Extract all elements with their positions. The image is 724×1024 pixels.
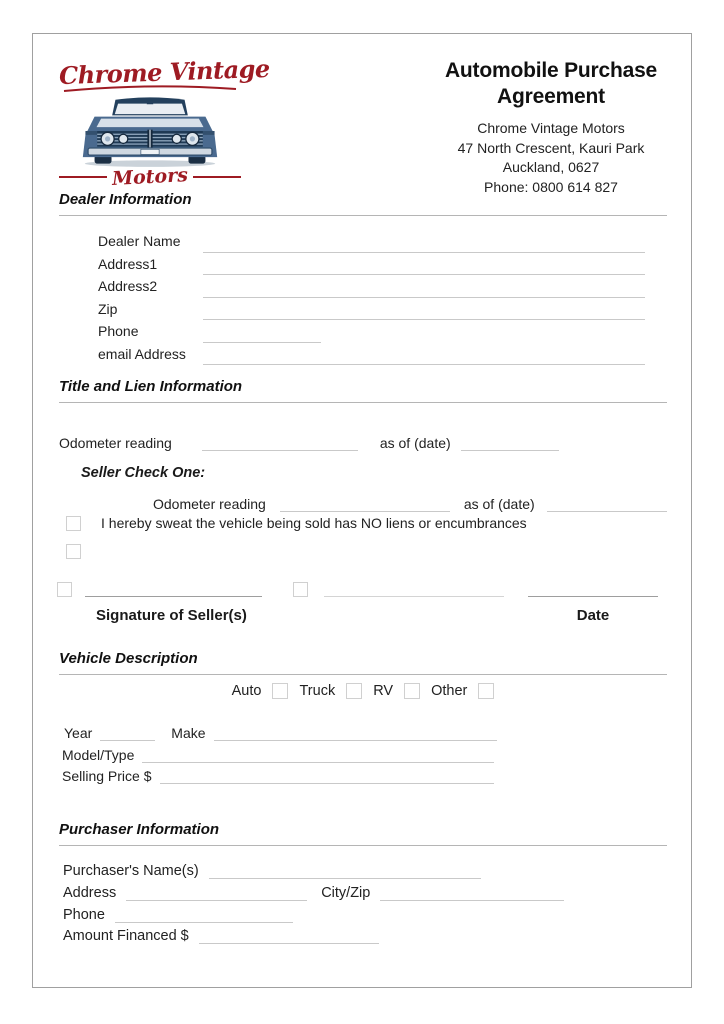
liens-alt-row xyxy=(66,544,81,564)
dealer-email-row xyxy=(98,343,645,366)
model-type-row xyxy=(62,747,494,763)
selling-price-row xyxy=(62,768,494,784)
dealer-email-label: email Address xyxy=(98,345,186,362)
make-input-line[interactable] xyxy=(214,725,497,741)
dealer-company-name: Chrome Vintage Motors xyxy=(477,120,625,136)
document-title-line2: Agreement xyxy=(497,85,605,108)
signature-of-sellers-label: Signature of Seller(s) xyxy=(96,607,247,624)
asof-date-label: as of (date) xyxy=(379,435,451,451)
vehicle-section-rule xyxy=(59,674,667,675)
section-title-lien xyxy=(59,378,667,403)
dealer-logo xyxy=(58,53,271,190)
odometer-row-2 xyxy=(153,496,667,512)
amount-financed-label: Amount Financed $ xyxy=(63,928,189,944)
vehicle-type-auto-checkbox[interactable] xyxy=(272,683,288,699)
purchaser-name-label: Purchaser's Name(s) xyxy=(63,863,199,879)
make-label: Make xyxy=(171,725,206,741)
dealer-zip-input-line[interactable] xyxy=(203,304,645,320)
logo-brand-text: Chrome Vintage xyxy=(58,53,271,91)
no-liens-checkbox[interactable] xyxy=(66,516,81,531)
title-lien-section-rule xyxy=(59,402,667,403)
dealer-address2-row xyxy=(98,275,645,298)
no-liens-statement: I hereby sweat the vehicle being sold has NO liens or encumbrances xyxy=(101,515,527,531)
liens-alt-checkbox[interactable] xyxy=(66,544,81,559)
date-label: Date xyxy=(576,607,610,624)
form-page xyxy=(32,33,692,988)
selling-price-input-line[interactable] xyxy=(160,768,495,784)
seller1-checkbox[interactable] xyxy=(57,582,72,597)
amount-financed-input-line[interactable] xyxy=(199,928,379,944)
model-type-input-line[interactable] xyxy=(142,747,494,763)
section-purchaser-information xyxy=(59,821,667,846)
year-label: Year xyxy=(64,725,93,741)
seller1-signature-line[interactable] xyxy=(85,581,262,597)
purchaser-address-label: Address xyxy=(63,885,117,901)
dealer-phone-input-line[interactable] xyxy=(203,327,321,343)
dealer-zip-row xyxy=(98,298,645,321)
dealer-fields xyxy=(98,230,645,365)
selling-price-label: Selling Price $ xyxy=(62,768,152,784)
purchaser-name-input-line[interactable] xyxy=(209,863,481,879)
seller2-checkbox[interactable] xyxy=(293,582,308,597)
dealer-address2-input-line[interactable] xyxy=(203,282,645,298)
seller2-signature-line[interactable] xyxy=(324,581,504,597)
odometer-input-line[interactable] xyxy=(202,435,358,451)
logo-motors-text: Motors xyxy=(111,164,189,190)
vehicle-type-truck-label: Truck xyxy=(299,683,336,699)
odometer-input-line-2[interactable] xyxy=(280,496,450,512)
purchaser-name-row xyxy=(63,863,481,879)
logo-left-line xyxy=(59,176,107,178)
dealer-address1-row xyxy=(98,253,645,276)
dealer-phone-row xyxy=(98,320,645,343)
vehicle-type-other-label: Other xyxy=(431,683,468,699)
dealer-zip-label: Zip xyxy=(98,300,118,317)
seller-check-one-label: Seller Check One: xyxy=(81,465,206,481)
dealer-name-row xyxy=(98,230,645,253)
vehicle-type-auto-label: Auto xyxy=(231,683,262,699)
purchaser-section-rule xyxy=(59,845,667,846)
dealer-street-address: 47 North Crescent, Kauri Park xyxy=(457,139,645,156)
dealer-section-title: Dealer Information xyxy=(59,191,192,208)
vehicle-type-other-checkbox[interactable] xyxy=(478,683,494,699)
dealer-phone-label: Phone xyxy=(98,323,139,340)
logo-motors-row xyxy=(59,166,241,188)
asof-date-input-line[interactable] xyxy=(461,435,559,451)
dealer-section-rule xyxy=(59,215,667,216)
document-title-line1: Automobile Purchase xyxy=(444,59,658,82)
dealer-address1-label: Address1 xyxy=(98,255,158,272)
purchaser-phone-row xyxy=(63,907,293,923)
asof-date-input-line-2[interactable] xyxy=(547,496,667,512)
signature-date-line[interactable] xyxy=(528,581,658,597)
vehicle-type-rv-label: RV xyxy=(373,683,394,699)
purchaser-cityzip-input-line[interactable] xyxy=(380,885,564,901)
vintage-car-icon xyxy=(75,94,225,170)
vehicle-section-title: Vehicle Description xyxy=(59,650,198,667)
logo-right-line xyxy=(193,176,241,178)
dealer-email-input-line[interactable] xyxy=(203,349,645,365)
purchaser-phone-label: Phone xyxy=(63,907,105,923)
no-liens-row xyxy=(66,515,527,531)
section-dealer-information xyxy=(59,191,667,216)
vehicle-type-row xyxy=(59,683,667,699)
purchaser-section-title: Purchaser Information xyxy=(59,821,220,838)
odometer-label: Odometer reading xyxy=(59,435,172,451)
title-lien-section-title: Title and Lien Information xyxy=(59,378,243,395)
dealer-name-label: Dealer Name xyxy=(98,233,181,250)
asof-date-label-2: as of (date) xyxy=(463,496,535,512)
purchaser-phone-input-line[interactable] xyxy=(115,907,293,923)
odometer-label-2: Odometer reading xyxy=(153,496,266,512)
year-input-line[interactable] xyxy=(100,725,155,741)
dealer-address1-input-line[interactable] xyxy=(203,259,645,275)
vehicle-type-rv-checkbox[interactable] xyxy=(404,683,420,699)
vehicle-type-truck-checkbox[interactable] xyxy=(346,683,362,699)
document-header xyxy=(418,58,684,197)
document-title xyxy=(418,58,684,110)
purchaser-address-row xyxy=(63,885,564,901)
dealer-address2-label: Address2 xyxy=(98,278,158,295)
year-make-row xyxy=(64,725,497,741)
section-vehicle-description xyxy=(59,650,667,675)
dealer-name-input-line[interactable] xyxy=(203,237,645,253)
model-type-label: Model/Type xyxy=(62,747,135,763)
dealer-phone: Phone: 0800 614 827 xyxy=(484,178,618,195)
dealer-contact-block xyxy=(418,119,684,197)
purchaser-cityzip-label: City/Zip xyxy=(321,885,371,901)
odometer-row-1 xyxy=(59,435,619,451)
signature-row xyxy=(57,581,659,597)
dealer-city-address: Auckland, 0627 xyxy=(502,159,600,175)
purchaser-address-input-line[interactable] xyxy=(126,885,307,901)
amount-financed-row xyxy=(63,928,379,944)
